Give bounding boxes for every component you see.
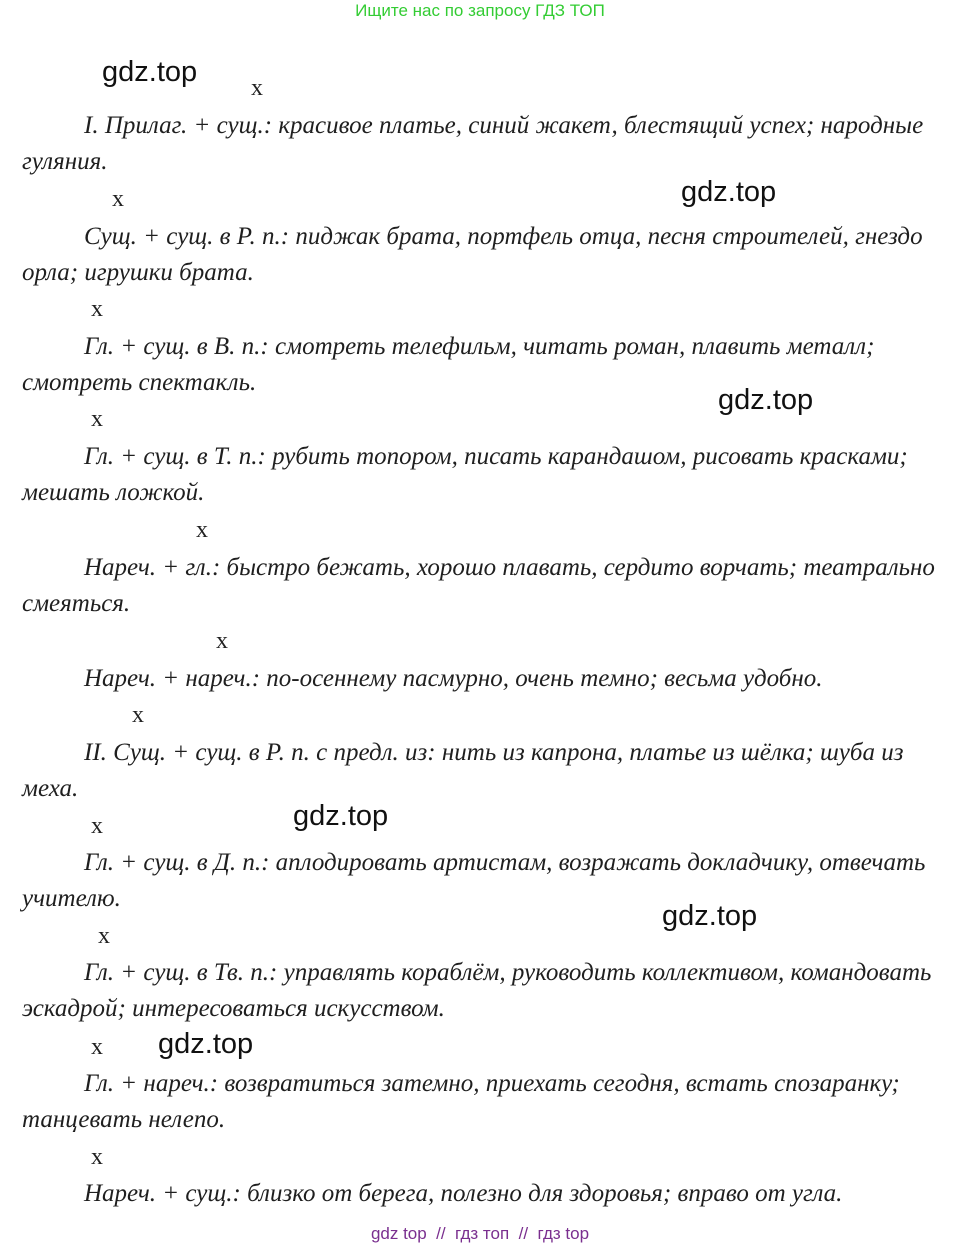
entry-text: управлять кораблём, руководить коллективом, командовать эскадрой; интересоваться искусством. bbox=[22, 959, 932, 1022]
watermark: gdz.top bbox=[293, 800, 389, 832]
collocation-entry bbox=[22, 845, 947, 917]
top-banner: Ищите нас по запросу ГДЗ ТОП bbox=[355, 1, 605, 20]
collocation-entry bbox=[22, 108, 947, 180]
x-mark: x bbox=[91, 813, 103, 839]
entry-text: быстро бежать, хорошо плавать, сердито ворчать; театрально смеяться. bbox=[22, 554, 935, 617]
collocation-entry bbox=[22, 550, 947, 622]
watermark: gdz.top bbox=[662, 900, 758, 932]
entry-text: красивое платье, синий жакет, блестящий успех; народные гуляния. bbox=[22, 112, 924, 175]
x-mark: x bbox=[91, 1034, 103, 1060]
entry-text: пиджак брата, портфель отца, песня строителей, гнездо орла; игрушки брата. bbox=[22, 223, 923, 286]
entry-text: смотреть телефильм, читать роман, плавить металл; смотреть спектакль. bbox=[22, 333, 875, 396]
x-mark: x bbox=[112, 186, 124, 212]
entry-text: рубить топором, писать карандашом, рисовать красками; мешать ложкой. bbox=[22, 443, 908, 506]
watermark: gdz.top bbox=[158, 1028, 254, 1060]
x-mark: x bbox=[132, 702, 144, 728]
entry-text: аплодировать артистам, возражать докладчику, отвечать учителю. bbox=[22, 849, 926, 912]
x-mark: x bbox=[216, 628, 228, 654]
x-mark: x bbox=[91, 406, 103, 432]
collocation-entry bbox=[22, 955, 947, 1027]
entry-heading: Нареч. + нареч.: bbox=[84, 665, 261, 692]
entry-heading: Гл. + сущ. в В. п.: bbox=[84, 333, 269, 360]
x-mark: x bbox=[91, 1144, 103, 1170]
collocation-entry bbox=[22, 661, 947, 697]
collocation-entry bbox=[22, 439, 947, 511]
collocation-entry bbox=[22, 219, 947, 291]
entry-text: по-осеннему пасмурно, очень темно; весьма удобно. bbox=[260, 665, 823, 692]
watermark: gdz.top bbox=[681, 176, 777, 208]
footer-links: gdz top // гдз топ // гдз top bbox=[370, 1224, 590, 1243]
entry-heading: II. Сущ. + сущ. в Р. п. с предл. из: bbox=[84, 739, 436, 766]
entry-heading: Гл. + сущ. в Т. п.: bbox=[84, 443, 266, 470]
entry-text: возвратиться затемно, приехать сегодня, встать спозаранку; танцевать нелепо. bbox=[22, 1070, 900, 1133]
entry-heading: Гл. + нареч.: bbox=[84, 1070, 219, 1097]
x-mark: x bbox=[251, 75, 263, 101]
entry-heading: Нареч. + сущ.: bbox=[84, 1180, 241, 1207]
entry-heading: Гл. + сущ. в Д. п.: bbox=[84, 849, 270, 876]
entry-heading: Нареч. + гл.: bbox=[84, 554, 221, 581]
entry-text: нить из капрона, платье из шёлка; шуба из меха. bbox=[22, 739, 904, 802]
x-mark: x bbox=[98, 923, 110, 949]
x-mark: x bbox=[196, 517, 208, 543]
x-mark: x bbox=[91, 296, 103, 322]
entry-heading: Гл. + сущ. в Тв. п.: bbox=[84, 959, 278, 986]
entry-heading: I. Прилаг. + сущ.: bbox=[84, 112, 273, 139]
watermark: gdz.top bbox=[718, 384, 814, 416]
collocation-entry bbox=[22, 1066, 947, 1138]
entry-heading: Сущ. + сущ. в Р. п.: bbox=[84, 223, 290, 250]
entry-text: близко от берега, полезно для здоровья; вправо от угла. bbox=[240, 1180, 843, 1207]
watermark: gdz.top bbox=[102, 56, 198, 88]
collocation-entry bbox=[22, 1176, 947, 1212]
collocation-entry bbox=[22, 329, 947, 401]
collocation-entry bbox=[22, 735, 947, 807]
